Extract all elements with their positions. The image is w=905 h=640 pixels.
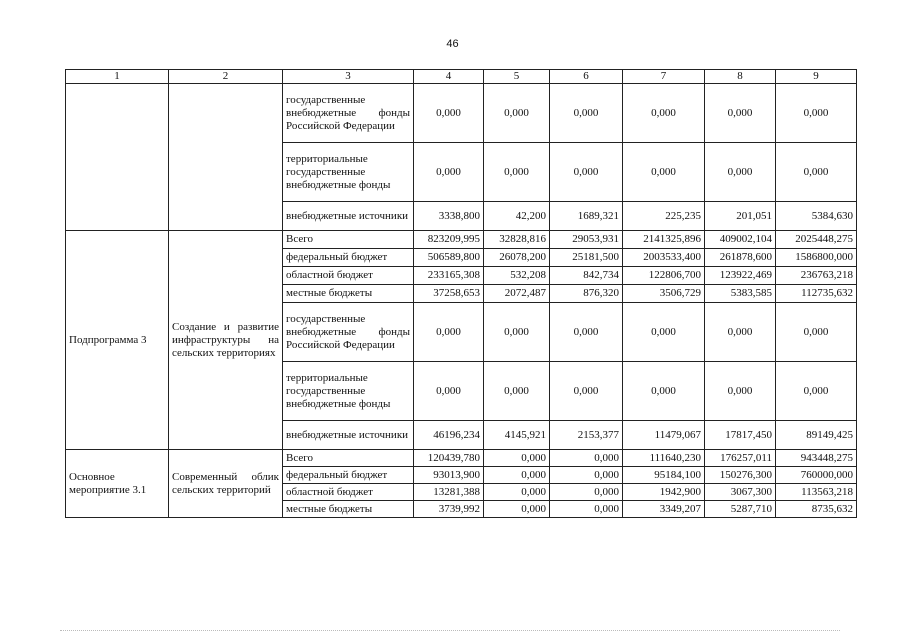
page-number: 46 [446, 38, 459, 50]
value-cell: 0,000 [484, 484, 550, 501]
value-cell: 46196,234 [414, 421, 484, 450]
table-row [66, 231, 857, 249]
source-cell: государственные внебюджетные фонды Российской Федерации [283, 84, 414, 143]
value-cell: 0,000 [550, 484, 623, 501]
value-cell: 3067,300 [705, 484, 776, 501]
value-cell: 760000,000 [776, 467, 857, 484]
value-cell: 8735,632 [776, 501, 857, 518]
value-cell: 233165,308 [414, 267, 484, 285]
value-cell: 0,000 [550, 84, 623, 143]
header-cell: 3 [283, 70, 414, 84]
value-cell: 201,051 [705, 202, 776, 231]
value-cell: 823209,995 [414, 231, 484, 249]
value-cell: 2141325,896 [623, 231, 705, 249]
value-cell: 5383,585 [705, 285, 776, 303]
source-cell: территориальные государственные внебюджетные фонды [283, 362, 414, 421]
funding-table [65, 69, 857, 518]
value-cell: 0,000 [550, 450, 623, 467]
value-cell: 89149,425 [776, 421, 857, 450]
value-cell: 0,000 [550, 362, 623, 421]
value-cell: 0,000 [550, 501, 623, 518]
value-cell: 32828,816 [484, 231, 550, 249]
value-cell: 1942,900 [623, 484, 705, 501]
program-description: Современный облик сельских территорий [169, 450, 283, 518]
value-cell: 261878,600 [705, 249, 776, 267]
value-cell: 123922,469 [705, 267, 776, 285]
value-cell: 0,000 [484, 450, 550, 467]
source-cell: местные бюджеты [283, 501, 414, 518]
value-cell: 0,000 [484, 303, 550, 362]
header-cell: 5 [484, 70, 550, 84]
value-cell: 876,320 [550, 285, 623, 303]
source-cell: федеральный бюджет [283, 249, 414, 267]
value-cell: 0,000 [705, 84, 776, 143]
value-cell: 943448,275 [776, 450, 857, 467]
program-name: Подпрограмма 3 [66, 231, 169, 450]
value-cell: 0,000 [414, 362, 484, 421]
source-cell: областной бюджет [283, 267, 414, 285]
value-cell: 0,000 [705, 362, 776, 421]
value-cell: 0,000 [484, 84, 550, 143]
value-cell: 0,000 [705, 143, 776, 202]
source-cell: внебюджетные источники [283, 202, 414, 231]
value-cell: 0,000 [776, 362, 857, 421]
value-cell: 0,000 [484, 362, 550, 421]
value-cell: 42,200 [484, 202, 550, 231]
value-cell: 0,000 [623, 362, 705, 421]
value-cell: 93013,900 [414, 467, 484, 484]
value-cell: 120439,780 [414, 450, 484, 467]
value-cell: 26078,200 [484, 249, 550, 267]
value-cell: 17817,450 [705, 421, 776, 450]
program-description: Создание и развитие инфраструктуры на сельских территориях [169, 231, 283, 450]
header-cell: 4 [414, 70, 484, 84]
value-cell: 112735,632 [776, 285, 857, 303]
header-cell: 9 [776, 70, 857, 84]
header-row [66, 70, 857, 84]
value-cell: 95184,100 [623, 467, 705, 484]
value-cell: 176257,011 [705, 450, 776, 467]
source-cell: местные бюджеты [283, 285, 414, 303]
value-cell: 111640,230 [623, 450, 705, 467]
header-cell: 1 [66, 70, 169, 84]
value-cell: 0,000 [414, 303, 484, 362]
header-cell: 7 [623, 70, 705, 84]
value-cell: 506589,800 [414, 249, 484, 267]
value-cell: 532,208 [484, 267, 550, 285]
value-cell: 0,000 [550, 143, 623, 202]
value-cell: 25181,500 [550, 249, 623, 267]
value-cell: 0,000 [776, 303, 857, 362]
program-name: Основное мероприятие 3.1 [66, 450, 169, 518]
table-row [66, 84, 857, 143]
value-cell: 13281,388 [414, 484, 484, 501]
value-cell: 0,000 [705, 303, 776, 362]
value-cell: 29053,931 [550, 231, 623, 249]
value-cell: 0,000 [776, 84, 857, 143]
value-cell: 2153,377 [550, 421, 623, 450]
source-cell: Всего [283, 450, 414, 467]
value-cell: 3338,800 [414, 202, 484, 231]
header-cell: 2 [169, 70, 283, 84]
value-cell: 5287,710 [705, 501, 776, 518]
table-row [66, 450, 857, 467]
value-cell: 113563,218 [776, 484, 857, 501]
value-cell: 842,734 [550, 267, 623, 285]
value-cell: 0,000 [550, 303, 623, 362]
value-cell: 3739,992 [414, 501, 484, 518]
value-cell: 3506,729 [623, 285, 705, 303]
source-cell: Всего [283, 231, 414, 249]
value-cell: 0,000 [414, 143, 484, 202]
value-cell: 0,000 [623, 303, 705, 362]
program-cell-empty [66, 84, 169, 231]
value-cell: 11479,067 [623, 421, 705, 450]
value-cell: 2025448,275 [776, 231, 857, 249]
value-cell: 2003533,400 [623, 249, 705, 267]
header-cell: 6 [550, 70, 623, 84]
value-cell: 122806,700 [623, 267, 705, 285]
value-cell: 1689,321 [550, 202, 623, 231]
scan-artifact-line [60, 630, 840, 633]
value-cell: 3349,207 [623, 501, 705, 518]
value-cell: 4145,921 [484, 421, 550, 450]
source-cell: территориальные государственные внебюджетные фонды [283, 143, 414, 202]
value-cell: 150276,300 [705, 467, 776, 484]
value-cell: 0,000 [776, 143, 857, 202]
value-cell: 1586800,000 [776, 249, 857, 267]
description-cell-empty [169, 84, 283, 231]
value-cell: 0,000 [623, 84, 705, 143]
value-cell: 0,000 [623, 143, 705, 202]
value-cell: 37258,653 [414, 285, 484, 303]
value-cell: 0,000 [484, 501, 550, 518]
value-cell: 409002,104 [705, 231, 776, 249]
header-cell: 8 [705, 70, 776, 84]
value-cell: 5384,630 [776, 202, 857, 231]
value-cell: 2072,487 [484, 285, 550, 303]
value-cell: 0,000 [484, 143, 550, 202]
value-cell: 0,000 [550, 467, 623, 484]
source-cell: внебюджетные источники [283, 421, 414, 450]
value-cell: 225,235 [623, 202, 705, 231]
value-cell: 236763,218 [776, 267, 857, 285]
source-cell: государственные внебюджетные фонды Российской Федерации [283, 303, 414, 362]
source-cell: федеральный бюджет [283, 467, 414, 484]
source-cell: областной бюджет [283, 484, 414, 501]
value-cell: 0,000 [414, 84, 484, 143]
value-cell: 0,000 [484, 467, 550, 484]
